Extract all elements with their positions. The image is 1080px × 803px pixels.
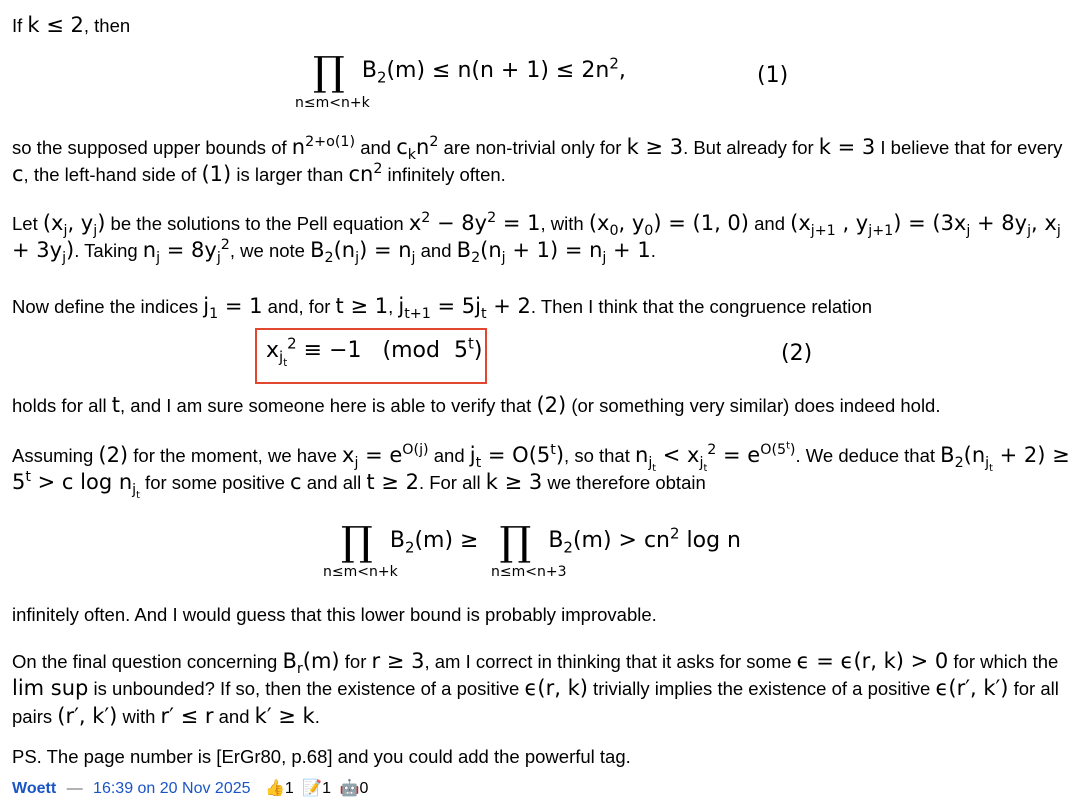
paragraph-pell: Let ($x_j$, $y_j$) be the solutions to the Pell equation $x^2 - 8y^2 = 1$, with ($x_0$, $y_0) = (1$, 0) and ($x_{j+1}$ , $y_{j+1}) = (3x_j + 8y_j$, $x_j + 3y_j$). Taking $n_j = 8y_j^2$, we note $B_2(n_j) = n_j$ and $B_2(n_j + 1) = n_j + 1$. <box>12 210 1061 267</box>
thumbs-up-icon: 👍 <box>264 780 285 797</box>
paragraph-lower-bound: infinitely often. And I would guess that this lower bound is probably improvable. <box>12 604 657 625</box>
equation-1-range: n≤m<n+k <box>295 95 370 111</box>
equation-1-tag: (1) <box>757 63 789 88</box>
paragraph-final-question: On the final question concerning $B_r(m)$ for r ≥ 3, am I correct in thinking that it asks for some ϵ = ϵ(r, k) > 0 for which the lim sup is unbounded? If so, then the existence of a positive ϵ(r, k) trivially implies the existence of a positive ϵ(r′, k′) for all pairs (r′, k′) with r′ ≤ r and k′ ≥ k. <box>12 649 1059 728</box>
author-link[interactable]: Woett <box>12 780 57 797</box>
comment-footer <box>12 779 368 800</box>
equation-3-range-left: n≤m<n+k <box>323 564 398 580</box>
robot-icon: 🤖 <box>339 780 360 797</box>
product-symbol-left: ∏ <box>341 519 373 565</box>
equation-3-range-right: n≤m<n+3 <box>491 564 567 580</box>
reaction-robot[interactable]: 🤖0 <box>339 780 369 797</box>
paragraph-ps: PS. The page number is [ErGr80, p.68] and you could add the powerful tag. <box>12 746 631 767</box>
paragraph-verify: holds for all t, and I am sure someone here is able to verify that (2) (or something very similar) does indeed hold. <box>12 393 941 417</box>
notepad-icon: 📝 <box>302 780 323 797</box>
math-k-le-2: k ≤ 2 <box>27 13 84 37</box>
separator-dash: — <box>66 780 83 797</box>
equation-2: $x_{j_t}^2 \equiv -1$ (mod 5$^t$) <box>266 334 483 370</box>
equation-3: ∏ $B_2(m)$ ≥ ∏ $B_2(m) > cn^2$ log n <box>341 519 741 565</box>
product-symbol: ∏ <box>313 49 345 95</box>
reaction-thumbs-up[interactable]: 👍1 <box>264 780 294 797</box>
product-symbol-right: ∏ <box>499 519 532 565</box>
paragraph-indices: Now define the indices $j_1 = 1$ and, for t ≥ 1, $j_{t+1} = 5j_t + 2$. Then I think that the congruence relation <box>12 294 872 323</box>
paragraph-assuming: Assuming (2) for the moment, we have $x_j = e^{O(j)}$ and $j_t = O(5^t)$, so that $n_{j_t} < x_{j_t}^2 = e^{O(5^t)}$. We deduce that $B_2(n_{j_t} + 2) \ge 5^t > c$ $\log n_{j_t}$ for some positive c and all t ≥ 2. For all k ≥ 3 we therefore obtain <box>12 440 1070 502</box>
reaction-notepad[interactable]: 📝1 <box>302 780 332 797</box>
equation-2-tag: (2) <box>781 341 813 366</box>
equation-1: ∏ $B_2(m) \le n(n + 1) \le 2n^2$, <box>313 49 626 95</box>
paragraph-bounds: so the supposed upper bounds of $n^{2+o(1)}$ and $c_kn^2$ are non-trivial only for k ≥ 3. But already for k = 3 I believe that for every c, the left-hand side of (1) is larger than $cn^2$ infinitely often. <box>12 134 1063 187</box>
paragraph-intro: If k ≤ 2, then <box>12 13 131 37</box>
timestamp-link[interactable]: 16:39 on 20 Nov 2025 <box>93 780 251 797</box>
